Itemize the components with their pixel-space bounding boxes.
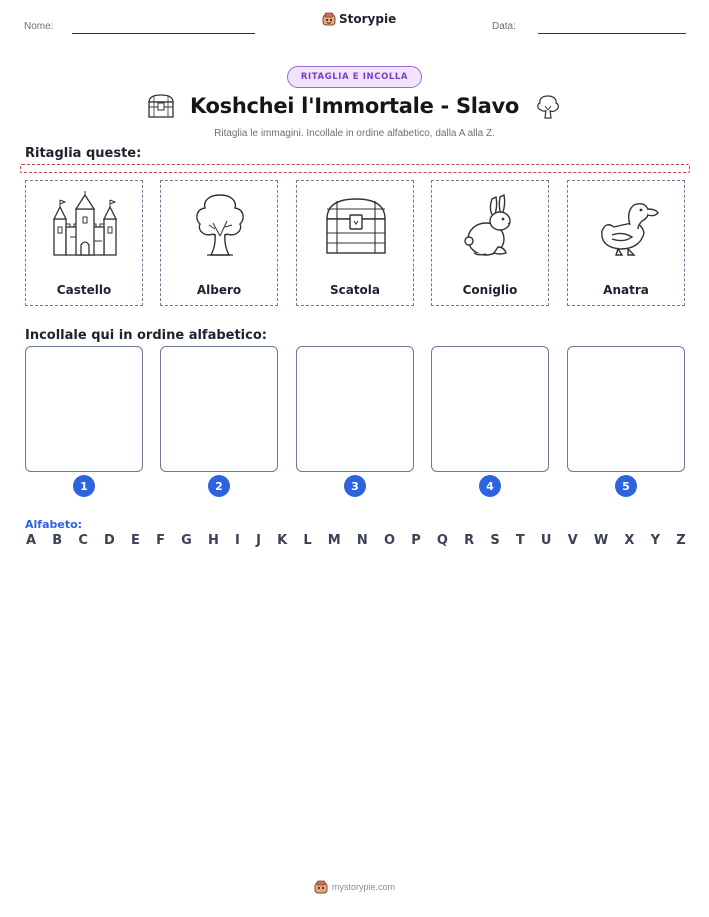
paste-box-4[interactable] (431, 346, 549, 472)
alphabet-letter: E (131, 533, 140, 548)
alphabet-letter: P (411, 533, 421, 548)
alphabet-letter: Q (436, 533, 448, 548)
footer-site-link[interactable]: mystorypie.com (331, 882, 395, 892)
alphabet-row (26, 533, 686, 548)
alphabet-letter: Y (650, 533, 661, 548)
tree-icon (185, 191, 255, 261)
alphabet-letter: Z (676, 533, 686, 548)
alphabet-letter: C (78, 533, 88, 548)
alphabet-letter: M (327, 533, 341, 548)
paste-box-3[interactable] (296, 346, 414, 472)
cut-section-heading: Ritaglia queste: (25, 146, 142, 161)
alphabet-letter: K (277, 533, 288, 548)
brand-name: Storypie (339, 12, 397, 26)
date-line[interactable] (538, 33, 686, 34)
alphabet-letter: A (26, 533, 37, 548)
alphabet-letter: U (540, 533, 552, 548)
name-line[interactable] (72, 33, 255, 34)
alphabet-letter: S (490, 533, 500, 548)
position-number-3: 3 (344, 475, 366, 497)
alphabet-letter: G (181, 533, 192, 548)
title-row (0, 92, 709, 120)
position-number-2: 2 (208, 475, 230, 497)
position-number-4: 4 (479, 475, 501, 497)
alphabet-letter: H (207, 533, 219, 548)
cut-card-tree[interactable] (160, 180, 278, 306)
position-number-5: 5 (615, 475, 637, 497)
alphabet-letter: L (303, 533, 312, 548)
alphabet-heading: Alfabeto: (25, 518, 83, 531)
alphabet-letter: D (104, 533, 115, 548)
alphabet-letter: F (156, 533, 165, 548)
storypie-mascot-icon (322, 12, 336, 26)
paste-box-2[interactable] (160, 346, 278, 472)
card-label-coniglio: Coniglio (462, 283, 518, 297)
treasure-chest-icon (146, 92, 176, 120)
cut-card-chest[interactable] (296, 180, 414, 306)
brand-logo (322, 12, 396, 26)
alphabet-letter: T (515, 533, 525, 548)
alphabet-letter: O (383, 533, 396, 548)
alphabet-letter: I (235, 533, 240, 548)
cut-card-rabbit[interactable] (431, 180, 549, 306)
paste-section-heading: Incollale qui in ordine alfabetico: (25, 328, 267, 343)
alphabet-letter: V (567, 533, 578, 548)
paste-box-5[interactable] (567, 346, 685, 472)
rabbit-icon (456, 191, 526, 261)
tree-icon (533, 92, 563, 120)
page-title: Koshchei l'Immortale - Slavo (189, 94, 520, 118)
card-label-albero: Albero (196, 283, 242, 297)
treasure-chest-icon (321, 191, 391, 261)
alphabet-letter: W (593, 533, 609, 548)
cut-card-duck[interactable] (567, 180, 685, 306)
alphabet-letter: X (624, 533, 635, 548)
date-label: Data: (492, 21, 516, 32)
alphabet-letter: J (256, 533, 261, 548)
cut-card-castle[interactable] (25, 180, 143, 306)
activity-type-badge: RITAGLIA E INCOLLA (287, 66, 422, 88)
duck-icon (592, 191, 662, 261)
alphabet-letter: B (52, 533, 63, 548)
alphabet-letter: N (356, 533, 368, 548)
cut-line (20, 164, 690, 173)
paste-box-1[interactable] (25, 346, 143, 472)
alphabet-letter: R (464, 533, 475, 548)
footer (0, 880, 709, 894)
card-label-anatra: Anatra (603, 283, 649, 297)
name-label: Nome: (24, 21, 54, 32)
castle-icon (50, 191, 120, 261)
position-number-1: 1 (73, 475, 95, 497)
card-label-scatola: Scatola (329, 283, 381, 297)
storypie-mascot-icon (314, 880, 328, 894)
instructions: Ritaglia le immagini. Incollale in ordine alfabetico, dalla A alla Z. (214, 128, 495, 139)
card-label-castello: Castello (56, 283, 112, 297)
